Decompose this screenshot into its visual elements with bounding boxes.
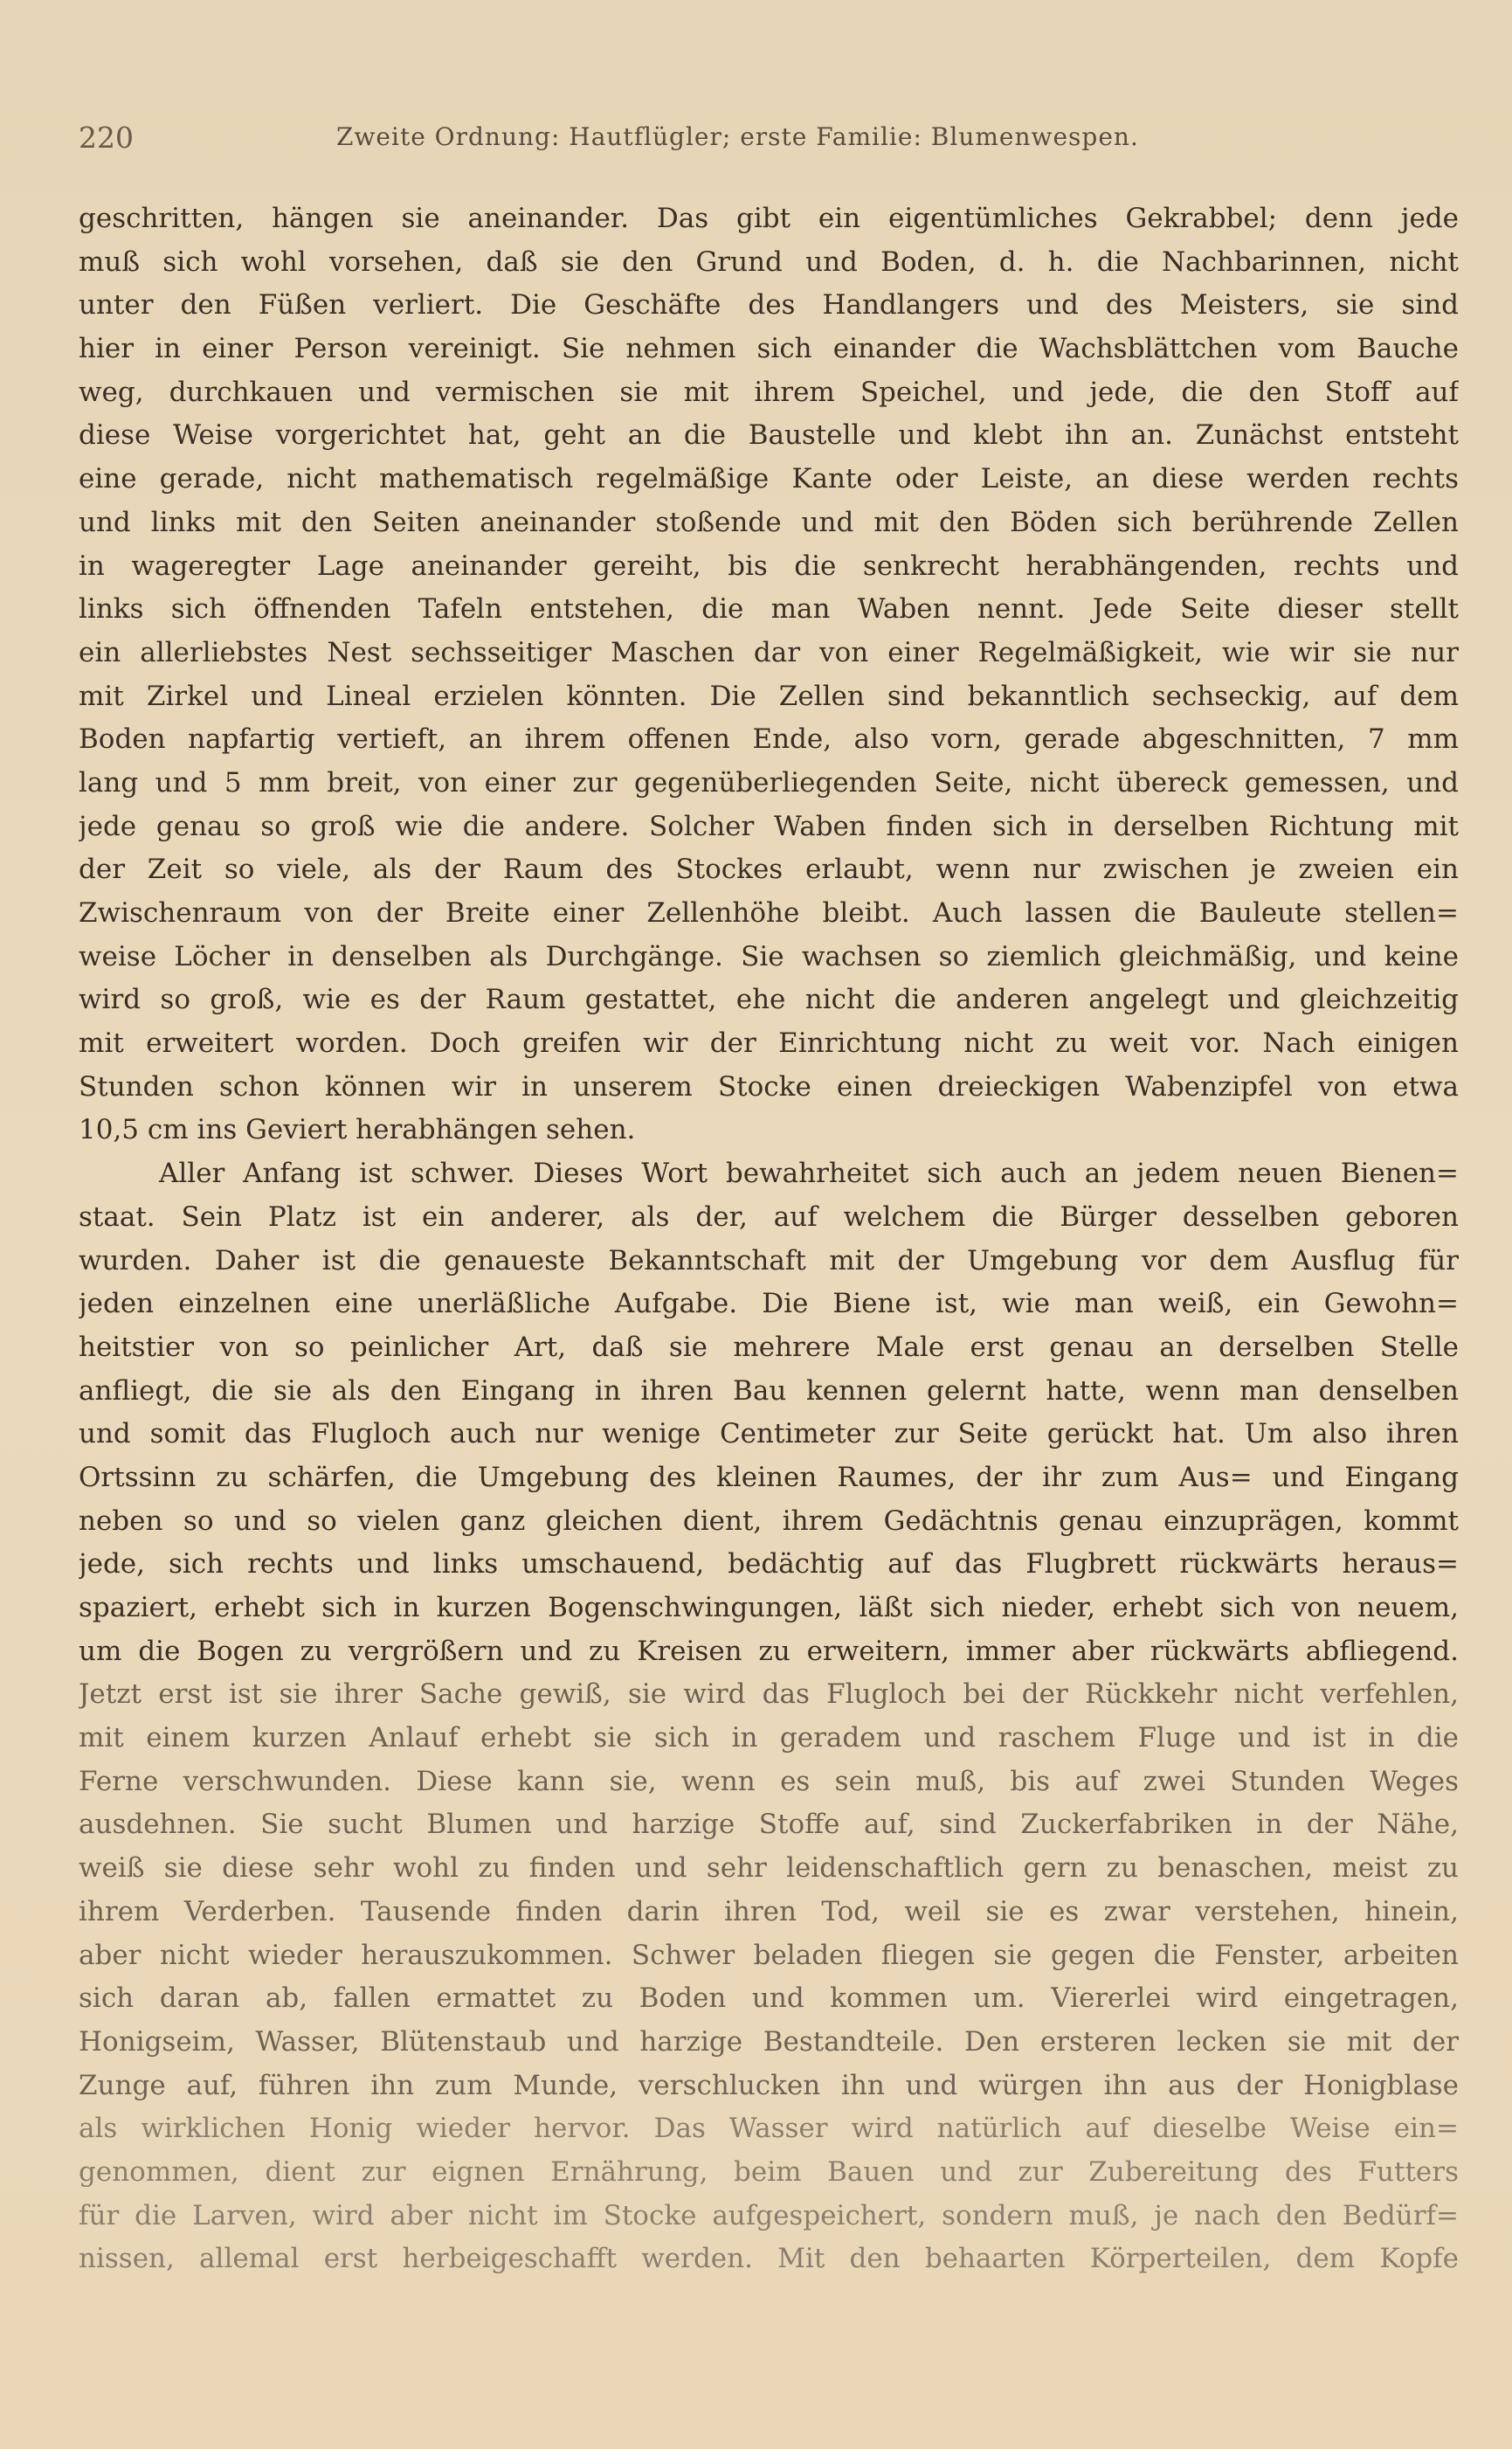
text-line: ausdehnen. Sie sucht Blumen und harzige Stoffe auf, sind Zuckerfabriken in der Nähe, bbox=[79, 1809, 1459, 1841]
text-line: staat. Sein Platz ist ein anderer, als der, auf welchem die Bürger desselben geboren bbox=[79, 1200, 1459, 1233]
text-line: jede, sich rechts und links umschauend, bedächtig auf das Flugbrett rückwärts heraus= bbox=[79, 1548, 1459, 1581]
text-line: weise Löcher in denselben als Durchgänge. Sie wachsen so ziemlich gleichmäßig, und keine bbox=[79, 940, 1459, 972]
text-line: für die Larven, wird aber nicht im Stocke aufgespeichert, sondern muß, je nach den Bedürf= bbox=[79, 2199, 1459, 2231]
text-line: Zunge auf, führen ihn zum Munde, verschlucken ihn und würgen ihn aus der Honigblase bbox=[79, 2069, 1459, 2101]
running-head: Zweite Ordnung: Hautflügler; erste Familie: Blumenwespen. bbox=[336, 122, 1139, 151]
text-line: anfliegt, die sie als den Eingang in ihren Bau kennen gelernt hatte, wenn man denselben bbox=[79, 1374, 1459, 1407]
text-line: neben so und so vielen ganz gleichen dient, ihrem Gedächtnis genau einzuprägen, kommt bbox=[79, 1505, 1459, 1537]
text-line: nissen, allemal erst herbeigeschafft werden. Mit den behaarten Körperteilen, dem Kopfe bbox=[79, 2243, 1459, 2275]
text-line: weg, durchkauen und vermischen sie mit ihrem Speichel, und jede, die den Stoff auf bbox=[79, 376, 1459, 408]
text-line: geschritten, hängen sie aneinander. Das gibt ein eigentümliches Gekrabbel; denn jede bbox=[79, 203, 1459, 234]
text-line: hier in einer Person vereinigt. Sie nehmen sich einander die Wachsblättchen vom Bauche bbox=[79, 333, 1459, 365]
text-line: Stunden schon können wir in unserem Stocke einen dreieckigen Wabenzipfel von etwa bbox=[79, 1070, 1459, 1103]
text-line: und somit das Flugloch auch nur wenige Centimeter zur Seite gerückt hat. Um also ihren bbox=[79, 1418, 1459, 1450]
text-line: mit erweitert worden. Doch greifen wir der Einrichtung nicht zu weit vor. Nach einigen bbox=[79, 1027, 1459, 1060]
text-line: als wirklichen Honig wieder hervor. Das Wasser wird natürlich auf dieselbe Weise ein= bbox=[79, 2113, 1459, 2145]
text-line: lang und 5 mm breit, von einer zur gegenüberliegenden Seite, nicht übereck gemessen, und bbox=[79, 766, 1459, 799]
text-line: jeden einzelnen eine unerläßliche Aufgabe. Die Biene ist, wie man weiß, ein Gewohn= bbox=[79, 1288, 1459, 1320]
text-line: spaziert, erhebt sich in kurzen Bogenschwingungen, läßt sich nieder, erhebt sich von neuem, bbox=[79, 1592, 1459, 1623]
text-line: unter den Füßen verliert. Die Geschäfte des Handlangers und des Meisters, sie sind bbox=[79, 289, 1459, 322]
text-line: muß sich wohl vorsehen, daß sie den Grund und Boden, d. h. die Nachbarinnen, nicht bbox=[79, 246, 1459, 278]
text-line: diese Weise vorgerichtet hat, geht an die Baustelle und klebt ihn an. Zunächst entsteht bbox=[79, 419, 1459, 452]
text-line: genommen, dient zur eignen Ernährung, beim Bauen und zur Zubereitung des Futters bbox=[79, 2155, 1459, 2188]
text-line: um die Bogen zu vergrößern und zu Kreisen zu erweitern, immer aber rückwärts abfliegend. bbox=[79, 1635, 1459, 1667]
text-line: ein allerliebstes Nest sechsseitiger Maschen dar von einer Regelmäßigkeit, wie wir sie nur bbox=[79, 636, 1459, 668]
text-line: der Zeit so viele, als der Raum des Stockes erlaubt, wenn nur zwischen je zweien ein bbox=[79, 854, 1459, 886]
page-header bbox=[79, 121, 1459, 159]
text-line: mit Zirkel und Lineal erzielen könnten. Die Zellen sind bekanntlich sechseckig, auf dem bbox=[79, 680, 1459, 712]
text-line: ihrem Verderben. Tausende finden darin ihren Tod, weil sie es zwar verstehen, hinein, bbox=[79, 1895, 1459, 1927]
text-line: sich daran ab, fallen ermattet zu Boden und kommen um. Viererlei wird eingetragen, bbox=[79, 1982, 1459, 2015]
text-line: in wageregter Lage aneinander gereiht, bis die senkrecht herabhängenden, rechts und bbox=[79, 550, 1459, 582]
text-line: und links mit den Seiten aneinander stoßende und mit den Böden sich berührende Zellen bbox=[79, 506, 1459, 538]
text-line: Boden napfartig vertieft, an ihrem offenen Ende, also vorn, gerade abgeschnitten, 7 mm bbox=[79, 723, 1459, 756]
text-line: wird so groß, wie es der Raum gestattet, ehe nicht die anderen angelegt und gleichzeitig bbox=[79, 984, 1459, 1016]
page-number: 220 bbox=[79, 121, 134, 155]
text-line: wurden. Daher ist die genaueste Bekanntschaft mit der Umgebung vor dem Ausflug für bbox=[79, 1244, 1459, 1276]
text-line: mit einem kurzen Anlauf erhebt sie sich in geradem und raschem Fluge und ist in die bbox=[79, 1722, 1459, 1754]
paragraph-end-line: 10,5 cm ins Geviert herabhängen sehen. bbox=[79, 1114, 636, 1146]
text-line: links sich öffnenden Tafeln entstehen, die man Waben nennt. Jede Seite dieser stellt bbox=[79, 593, 1459, 626]
text-line: Jetzt erst ist sie ihrer Sache gewiß, sie wird das Flugloch bei der Rückkehr nicht verfehlen, bbox=[79, 1678, 1459, 1711]
text-line: weiß sie diese sehr wohl zu finden und sehr leidenschaftlich gern zu benaschen, meist zu bbox=[79, 1852, 1459, 1885]
text-line: Ferne verschwunden. Diese kann sie, wenn es sein muß, bis auf zwei Stunden Weges bbox=[79, 1765, 1459, 1797]
text-line: Ortssinn zu schärfen, die Umgebung des kleinen Raumes, der ihr zum Aus= und Eingang bbox=[79, 1461, 1459, 1493]
text-line: Honigseim, Wasser, Blütenstaub und harzige Bestandteile. Den ersteren lecken sie mit der bbox=[79, 2025, 1459, 2058]
text-line: Zwischenraum von der Breite einer Zellenhöhe bleibt. Auch lassen die Bauleute stellen= bbox=[79, 897, 1459, 929]
body-text bbox=[79, 197, 1459, 2281]
text-line: aber nicht wieder herauszukommen. Schwer beladen fliegen sie gegen die Fenster, arbeiten bbox=[79, 1939, 1459, 1971]
text-line: heitstier von so peinlicher Art, daß sie mehrere Male erst genau an derselben Stelle bbox=[79, 1331, 1459, 1363]
text-line: eine gerade, nicht mathematisch regelmäßige Kante oder Leiste, an diese werden rechts bbox=[79, 463, 1459, 495]
paragraph-start-line: Aller Anfang ist schwer. Dieses Wort bewahrheitet sich auch an jedem neuen Bienen= bbox=[159, 1158, 1459, 1190]
text-line: jede genau so groß wie die andere. Solcher Waben finden sich in derselben Richtung mit bbox=[79, 810, 1459, 842]
